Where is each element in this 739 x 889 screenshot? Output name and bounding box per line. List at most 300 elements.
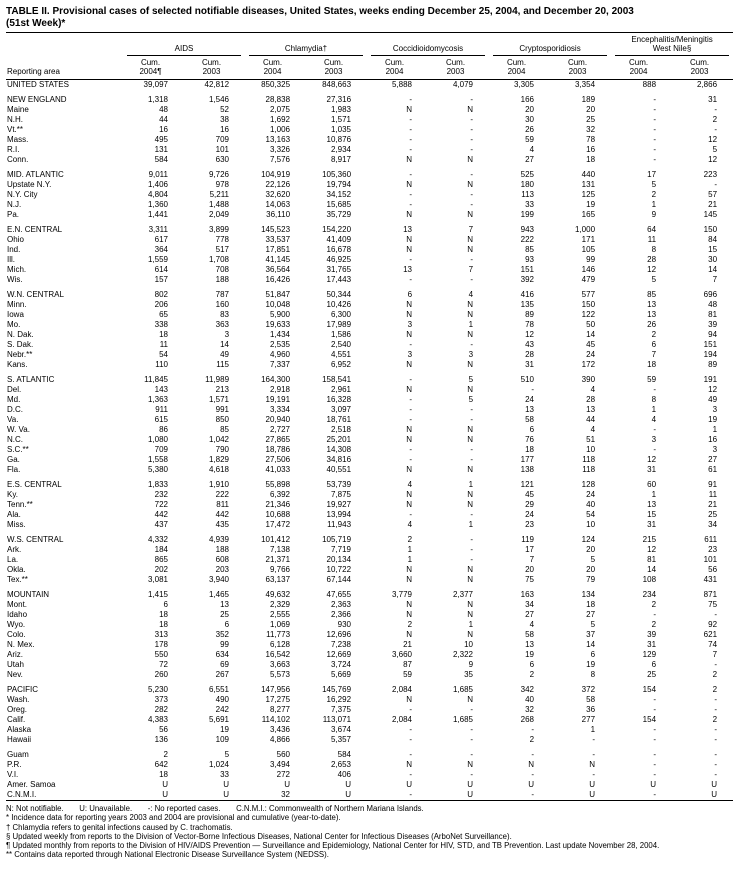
value-cell: - — [714, 180, 718, 189]
value-cell: 277 — [581, 715, 596, 724]
value-cell: N — [467, 610, 474, 619]
reporting-area-cell: N. Dak. — [7, 330, 34, 339]
value-cell: 2,934 — [330, 145, 352, 154]
value-cell: 99 — [586, 255, 596, 264]
value-cell: 19 — [586, 660, 596, 669]
value-cell: 5 — [590, 555, 596, 564]
value-cell: 978 — [215, 180, 230, 189]
value-cell: 24 — [525, 510, 535, 519]
value-cell: 89 — [525, 310, 535, 319]
value-cell: N — [467, 385, 474, 394]
value-cell: - — [470, 255, 474, 264]
table-title — [6, 6, 733, 29]
value-cell: - — [470, 545, 474, 554]
value-cell: - — [470, 405, 474, 414]
group-header-aids — [123, 33, 245, 57]
value-cell: - — [470, 115, 474, 124]
value-cell: 51,847 — [265, 290, 291, 299]
value-cell: 14 — [586, 330, 596, 339]
value-cell: - — [531, 725, 535, 734]
value-cell: 180 — [520, 180, 535, 189]
value-cell: 15 — [647, 510, 657, 519]
value-cell: 2 — [651, 190, 657, 199]
table-row — [6, 575, 733, 585]
reporting-area-cell: W.S. CENTRAL — [7, 535, 64, 544]
value-cell: 614 — [154, 265, 168, 274]
value-cell: 4 — [407, 520, 413, 529]
value-cell: 18 — [586, 155, 596, 164]
value-cell: 131 — [581, 180, 596, 189]
col-header-aids-2003: Cum. 2003 — [184, 56, 245, 80]
value-cell: 16 — [220, 125, 230, 134]
value-cell: 1,069 — [269, 620, 291, 629]
value-cell: 2,363 — [330, 600, 352, 609]
table-row — [6, 290, 733, 300]
reporting-area-cell: Alaska — [7, 725, 32, 734]
value-cell: 5 — [590, 620, 596, 629]
table-row — [6, 425, 733, 435]
group-label-line2: Cryptosporidiosis — [519, 44, 581, 53]
value-cell: 12 — [647, 545, 657, 554]
value-cell: - — [409, 170, 413, 179]
value-cell: 1,833 — [147, 480, 168, 489]
value-cell: 4 — [529, 145, 535, 154]
table-row — [6, 520, 733, 530]
reporting-area-cell: N. Mex. — [7, 640, 35, 649]
reporting-area-cell: Ill. — [7, 255, 15, 264]
value-cell: 8 — [651, 245, 657, 254]
value-cell: 1,000 — [575, 225, 596, 234]
value-cell: 158,541 — [322, 375, 352, 384]
value-cell: N — [406, 565, 413, 574]
value-cell: 91 — [708, 480, 718, 489]
value-cell: 4 — [529, 620, 535, 629]
value-cell: 213 — [215, 385, 230, 394]
value-cell: 101 — [215, 145, 230, 154]
value-cell: 12 — [647, 455, 657, 464]
value-cell: N — [467, 500, 474, 509]
table-row — [6, 650, 733, 660]
table-row — [6, 455, 733, 465]
value-cell: N — [406, 630, 413, 639]
value-cell: 105,719 — [322, 535, 352, 544]
table-row — [6, 750, 733, 760]
value-cell: 199 — [520, 210, 535, 219]
value-cell: - — [409, 395, 413, 404]
value-cell: 4 — [651, 415, 657, 424]
value-cell: 8,917 — [330, 155, 352, 164]
value-cell: 9,766 — [269, 565, 291, 574]
group-label-line2: West Nile§ — [652, 44, 692, 53]
value-cell: 1 — [590, 725, 596, 734]
value-cell: N — [406, 180, 413, 189]
reporting-area-cell: UNITED STATES — [7, 80, 69, 89]
value-cell: 1,024 — [208, 760, 230, 769]
value-cell: 24 — [586, 490, 596, 499]
value-cell: 778 — [215, 235, 230, 244]
value-cell: 164,300 — [261, 375, 291, 384]
value-cell: 36 — [586, 705, 596, 714]
reporting-area-cell: Wash. — [7, 695, 30, 704]
value-cell: 20 — [586, 565, 596, 574]
value-cell: 10,722 — [326, 565, 352, 574]
reporting-area-cell: Md. — [7, 395, 21, 404]
value-cell: 150 — [581, 300, 596, 309]
value-cell: 13 — [403, 225, 413, 234]
value-cell: N — [406, 310, 413, 319]
value-cell: 18,761 — [326, 415, 352, 424]
value-cell: 55,898 — [265, 480, 291, 489]
value-cell: 3,724 — [330, 660, 352, 669]
value-cell: - — [409, 415, 413, 424]
reporting-area-cell: Tenn.** — [7, 500, 33, 509]
value-cell: 215 — [642, 535, 657, 544]
value-cell: 911 — [155, 405, 168, 414]
value-cell: N — [467, 180, 474, 189]
value-cell: - — [653, 105, 657, 114]
value-cell: 1,318 — [147, 95, 168, 104]
value-cell: - — [714, 705, 718, 714]
value-cell: - — [653, 95, 657, 104]
value-cell: 2,075 — [269, 105, 291, 114]
value-cell: 14 — [220, 340, 230, 349]
value-cell: - — [470, 170, 474, 179]
value-cell: 75 — [525, 575, 535, 584]
value-cell: N — [467, 600, 474, 609]
value-cell: 54 — [586, 510, 596, 519]
value-cell: 440 — [581, 170, 596, 179]
value-cell: 135 — [520, 300, 535, 309]
value-cell: - — [531, 750, 535, 759]
reporting-area-cell: La. — [7, 555, 19, 564]
value-cell: - — [409, 750, 413, 759]
value-cell: 696 — [703, 290, 718, 299]
value-cell: 49,632 — [265, 590, 291, 599]
value-cell: 1,571 — [330, 115, 352, 124]
table-row — [6, 145, 733, 155]
table-row — [6, 405, 733, 415]
value-cell: - — [714, 725, 718, 734]
value-cell: 10,426 — [326, 300, 352, 309]
value-cell: 510 — [520, 375, 535, 384]
table-row — [6, 660, 733, 670]
value-cell: 888 — [642, 80, 657, 89]
value-cell: 14 — [586, 640, 596, 649]
value-cell: - — [470, 725, 474, 734]
reporting-area-cell: Conn. — [7, 155, 29, 164]
value-cell: 163 — [520, 590, 535, 599]
value-cell: 338 — [154, 320, 168, 329]
value-cell: 121 — [520, 480, 535, 489]
table-row — [6, 360, 733, 370]
value-cell: - — [653, 425, 657, 434]
notifiable-diseases-table — [6, 32, 733, 801]
value-cell: 1,558 — [147, 455, 168, 464]
value-cell: 234 — [642, 590, 657, 599]
value-cell: 4,551 — [330, 350, 352, 359]
reporting-area-cell: Vt.** — [7, 125, 24, 134]
value-cell: 21 — [708, 200, 718, 209]
value-cell: U — [162, 790, 168, 799]
value-cell: 1,360 — [147, 200, 168, 209]
group-label-line2: Chlamydia† — [284, 44, 328, 53]
value-cell: 4 — [590, 385, 596, 394]
value-cell: 131 — [154, 145, 168, 154]
value-cell: 1,035 — [330, 125, 352, 134]
table-row — [6, 565, 733, 575]
table-row — [6, 610, 733, 620]
value-cell: 119 — [521, 535, 535, 544]
value-cell: 5,211 — [209, 190, 230, 199]
value-cell: 166 — [520, 95, 535, 104]
value-cell: 30 — [525, 115, 535, 124]
value-cell: 39,097 — [143, 80, 168, 89]
value-cell: 118 — [582, 455, 596, 464]
value-cell: - — [409, 375, 413, 384]
value-cell: 17 — [647, 170, 657, 179]
value-cell: 39 — [708, 320, 718, 329]
value-cell: 35 — [464, 670, 474, 679]
value-cell: - — [470, 145, 474, 154]
value-cell: 2,555 — [269, 610, 291, 619]
table-row — [6, 190, 733, 200]
value-cell: 16 — [159, 125, 168, 134]
value-cell: - — [653, 695, 657, 704]
value-cell: 3,436 — [269, 725, 291, 734]
value-cell: 12 — [525, 330, 535, 339]
value-cell: 61 — [708, 465, 718, 474]
value-cell: - — [653, 750, 657, 759]
value-cell: 850 — [215, 415, 230, 424]
value-cell: - — [653, 145, 657, 154]
value-cell: N — [467, 105, 474, 114]
value-cell: 31 — [647, 465, 657, 474]
table-row — [6, 445, 733, 455]
value-cell: 18 — [159, 610, 168, 619]
group-header-chlamydia — [245, 33, 367, 57]
value-cell: 22,126 — [265, 180, 291, 189]
reporting-area-cell: Va. — [7, 415, 19, 424]
value-cell: 89 — [708, 360, 718, 369]
value-cell: - — [409, 275, 413, 284]
value-cell: - — [470, 275, 474, 284]
value-cell: 19 — [708, 415, 718, 424]
value-cell: 495 — [154, 135, 168, 144]
footnote-line: ¶ Updated monthly from reports to the Division of HIV/AIDS Prevention — Surveillance and Epidemiology, National Center for HIV, STD, and TB Prevention. Last update November 28, 2004. — [6, 841, 660, 851]
value-cell: 6 — [651, 340, 657, 349]
value-cell: 7 — [712, 275, 718, 284]
reporting-area-cell: Mo. — [7, 320, 21, 329]
value-cell: 2,540 — [330, 340, 352, 349]
value-cell: 46,925 — [326, 255, 352, 264]
reporting-area-cell: R.I. — [7, 145, 20, 154]
value-cell: 101 — [703, 555, 718, 564]
value-cell: 5 — [468, 395, 474, 404]
value-cell: - — [470, 705, 474, 714]
value-cell: 20 — [586, 105, 596, 114]
value-cell: 390 — [581, 375, 596, 384]
value-cell: - — [470, 510, 474, 519]
value-cell: 1,571 — [208, 395, 230, 404]
value-cell: 1 — [651, 490, 657, 499]
value-cell: 128 — [581, 480, 596, 489]
reporting-area-cell: P.R. — [7, 760, 22, 769]
value-cell: 372 — [581, 685, 596, 694]
reporting-area-cell: Colo. — [7, 630, 26, 639]
reporting-area-cell: N.Y. City — [7, 190, 38, 199]
table-row — [6, 80, 733, 91]
value-cell: 25,201 — [326, 435, 352, 444]
table-row — [6, 480, 733, 490]
value-cell: 435 — [215, 520, 230, 529]
value-cell: N — [406, 435, 413, 444]
table-row — [6, 375, 733, 385]
value-cell: - — [531, 770, 535, 779]
reporting-area-cell: Pa. — [7, 210, 20, 219]
value-cell: 78 — [586, 135, 596, 144]
reporting-area-cell: S. Dak. — [7, 340, 34, 349]
value-cell: 13,994 — [326, 510, 352, 519]
value-cell: - — [409, 340, 413, 349]
value-cell: 24 — [586, 350, 596, 359]
value-cell: 267 — [215, 670, 230, 679]
value-cell: 4,939 — [208, 535, 230, 544]
table-row — [6, 600, 733, 610]
reporting-area-cell: Del. — [7, 385, 22, 394]
value-cell: 1,363 — [147, 395, 168, 404]
value-cell: 709 — [154, 445, 168, 454]
value-cell: 5,380 — [147, 465, 168, 474]
value-cell: 58 — [525, 630, 535, 639]
footnote-line: ** Contains data reported through National Electronic Disease Surveillance System (NEDSS). — [6, 850, 329, 860]
value-cell: 69 — [220, 660, 230, 669]
value-cell: 99 — [220, 640, 230, 649]
value-cell: N — [406, 465, 413, 474]
value-cell: 3,311 — [148, 225, 168, 234]
table-row — [6, 725, 733, 735]
value-cell: 9 — [468, 660, 474, 669]
value-cell: 20 — [525, 565, 535, 574]
value-cell: 11,773 — [266, 630, 291, 639]
value-cell: 13 — [220, 600, 230, 609]
reporting-area-cell: Miss. — [7, 520, 26, 529]
value-cell: 188 — [215, 275, 230, 284]
table-row — [6, 385, 733, 395]
footnote-line: § Updated weekly from reports to the Division of Vector-Borne Infectious Diseases, National Center for Infectious Diseases (ArboNet Surveillance). — [6, 831, 512, 841]
value-cell: 65 — [159, 310, 168, 319]
value-cell: 525 — [520, 170, 535, 179]
value-cell: 17,275 — [265, 695, 291, 704]
value-cell: 2,918 — [269, 385, 291, 394]
value-cell: 6 — [224, 620, 230, 629]
value-cell: 14,308 — [326, 445, 352, 454]
value-cell: 15 — [708, 245, 718, 254]
value-cell: 115 — [216, 360, 230, 369]
value-cell: N — [406, 300, 413, 309]
table-row — [6, 350, 733, 360]
table-title-line1: TABLE II. Provisional cases of selected notifiable diseases, United States, weeks ending December 25, 2004, and December 20, 2003 — [6, 6, 634, 17]
value-cell: - — [714, 695, 718, 704]
value-cell: 13,163 — [265, 135, 291, 144]
value-cell: U — [284, 780, 291, 789]
reporting-area-cell: Ark. — [7, 545, 22, 554]
value-cell: - — [592, 735, 596, 744]
value-cell: 2,377 — [452, 590, 474, 599]
reporting-area-cell: Upstate N.Y. — [7, 180, 52, 189]
value-cell: 25 — [220, 610, 230, 619]
value-cell: 19 — [586, 200, 596, 209]
col-header-chlamydia-2003: Cum. 2003 — [306, 56, 367, 80]
table-row — [6, 395, 733, 405]
value-cell: - — [409, 705, 413, 714]
value-cell: 406 — [337, 770, 352, 779]
value-cell: - — [470, 135, 474, 144]
value-cell: 114,102 — [261, 715, 291, 724]
value-cell: 27,506 — [265, 455, 291, 464]
value-cell: 21,346 — [265, 500, 291, 509]
reporting-area-cell: N.J. — [7, 200, 22, 209]
value-cell: 59 — [525, 135, 535, 144]
value-cell: 16 — [586, 145, 596, 154]
value-cell: 7,375 — [330, 705, 352, 714]
value-cell: 479 — [581, 275, 596, 284]
value-cell: - — [470, 125, 474, 134]
reporting-area-cell: Minn. — [7, 300, 27, 309]
value-cell: N — [406, 210, 413, 219]
value-cell: N — [467, 210, 474, 219]
value-cell: 35,729 — [326, 210, 352, 219]
table-row — [6, 265, 733, 275]
value-cell: - — [409, 445, 413, 454]
value-cell: 617 — [154, 235, 168, 244]
value-cell: 134 — [581, 590, 596, 599]
value-cell: 14 — [647, 565, 657, 574]
value-cell: - — [470, 200, 474, 209]
value-cell: 3 — [651, 435, 657, 444]
reporting-area-cell: Fla. — [7, 465, 21, 474]
table-body — [6, 80, 733, 801]
value-cell: 342 — [520, 685, 535, 694]
table-row — [6, 695, 733, 705]
value-cell: 18 — [525, 445, 535, 454]
value-cell: 584 — [337, 750, 352, 759]
table-row — [6, 245, 733, 255]
value-cell: 17,472 — [265, 520, 291, 529]
value-cell: 129 — [642, 650, 657, 659]
value-cell: 20 — [525, 105, 535, 114]
value-cell: 21 — [708, 500, 718, 509]
value-cell: 7,337 — [269, 360, 291, 369]
reporting-area-cell: E.S. CENTRAL — [7, 480, 62, 489]
value-cell: N — [467, 330, 474, 339]
value-cell: 2 — [712, 115, 718, 124]
value-cell: 3,081 — [147, 575, 168, 584]
value-cell: 5 — [224, 750, 230, 759]
value-cell: 17,989 — [326, 320, 352, 329]
value-cell: 10 — [586, 520, 596, 529]
value-cell: 1,080 — [147, 435, 168, 444]
value-cell: 28 — [586, 395, 596, 404]
table-row — [6, 225, 733, 235]
value-cell: 8 — [651, 395, 657, 404]
value-cell: 4,079 — [452, 80, 474, 89]
value-cell: N — [467, 300, 474, 309]
value-cell: 31 — [525, 360, 535, 369]
value-cell: 31 — [647, 640, 657, 649]
value-cell: 10 — [586, 445, 596, 454]
value-cell: 4 — [468, 290, 474, 299]
reporting-area-cell: Ala. — [7, 510, 21, 519]
